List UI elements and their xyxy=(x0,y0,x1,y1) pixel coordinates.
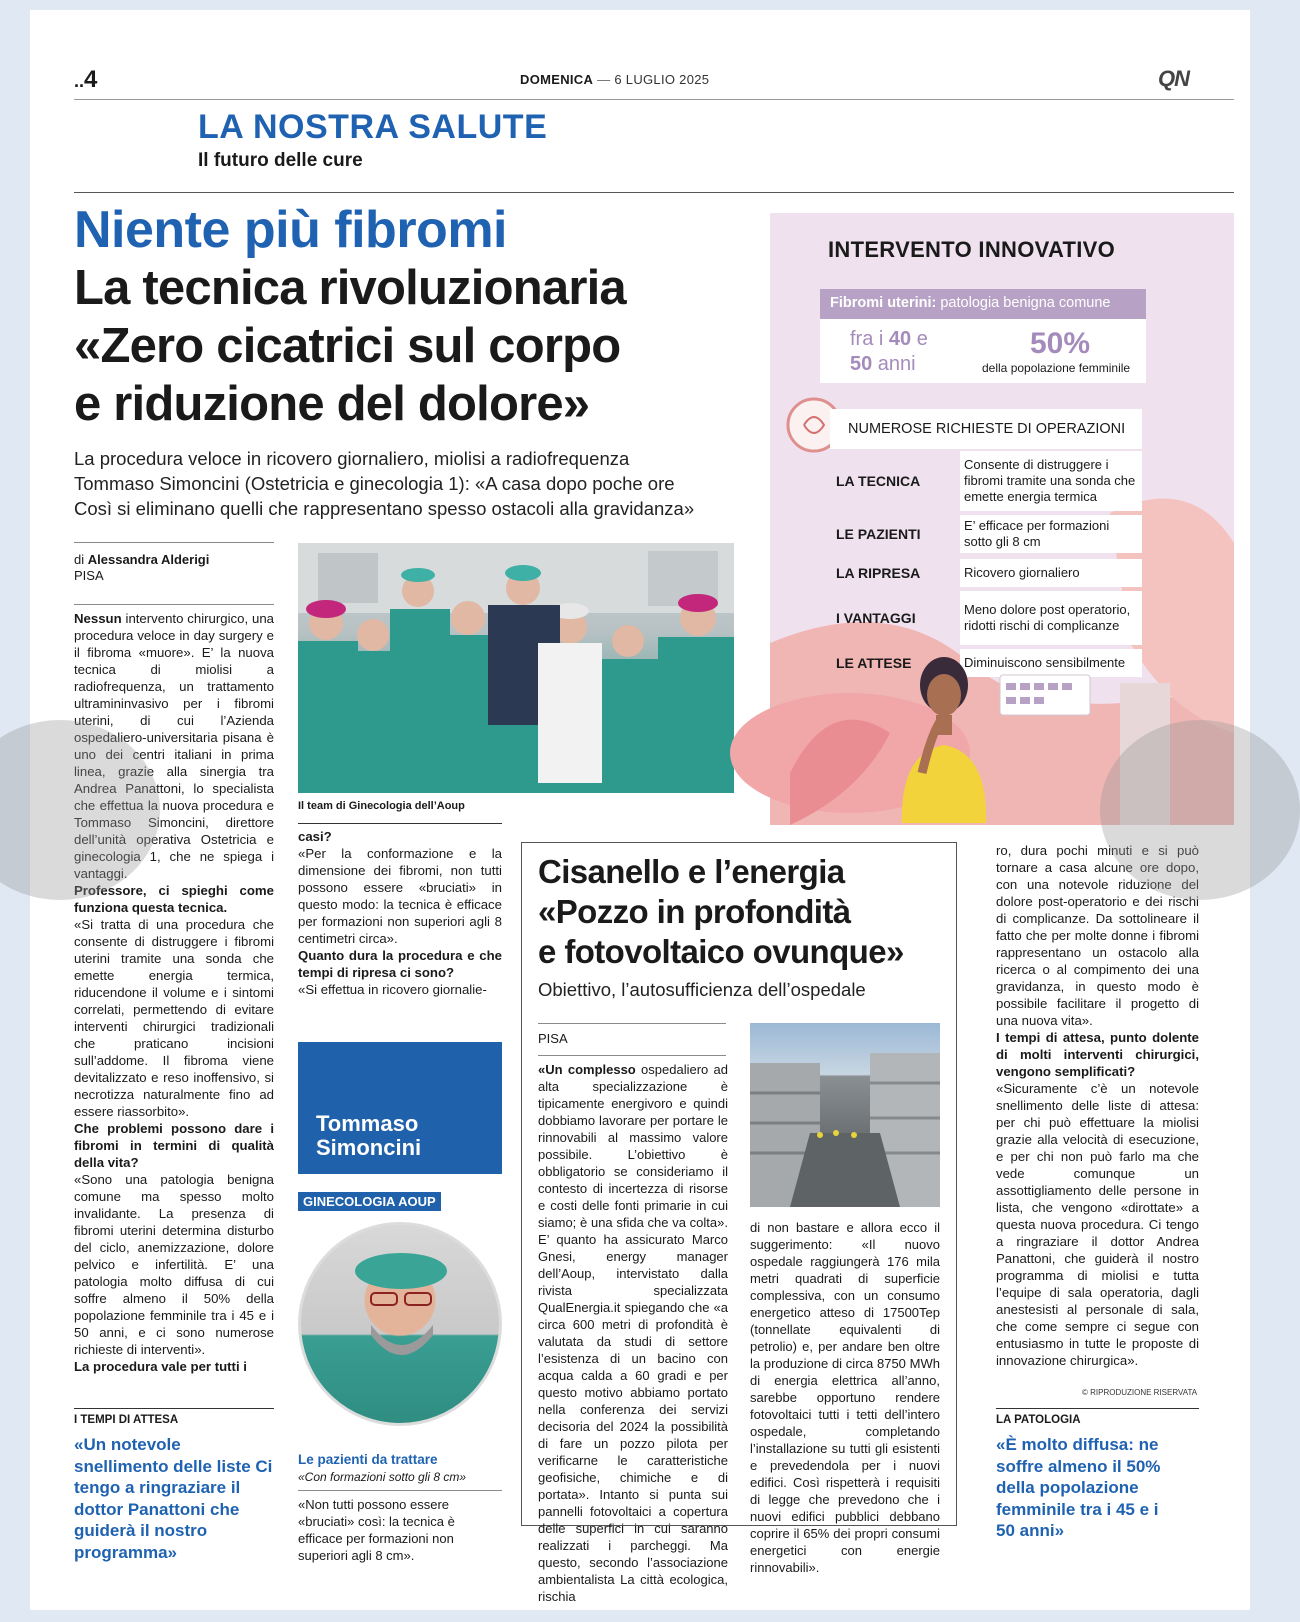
info-row-ripresa xyxy=(830,559,1142,587)
sidebar-title-2: «Pozzo in profondità xyxy=(538,893,851,930)
masthead-dash: — xyxy=(597,72,611,87)
sidebar-rule-2 xyxy=(538,1055,726,1056)
construction-photo xyxy=(750,1023,940,1207)
sidebar-lead xyxy=(538,1061,728,1605)
section-rule xyxy=(74,192,1234,193)
team-photo xyxy=(298,543,734,793)
band-text: patologia benigna comune xyxy=(936,295,1111,311)
page-number xyxy=(74,66,97,94)
answer-4: «Si effettua in ricovero giornalie- xyxy=(298,982,487,997)
sidebar-lead-bold: «Un complesso xyxy=(538,1062,636,1077)
info-row-tecnica xyxy=(830,451,1142,511)
article-column-1 xyxy=(74,610,274,1374)
question-5: I tempi di attesa, punto dolente di molti interventi chirurgici, vengono semplificati? xyxy=(996,1030,1199,1079)
sidebar-column-2: di non bastare e allora ecco il suggerimento: «Il nuovo ospedale raggiungerà 176 mila metri quadrati di superficie complessiva, con un consumo energetico atteso di 17500Tep (tonnellate equivalenti di petrolio) e, per andare ben oltre la produzione di circa 8750 MWh di energia elettrica all’anno, sarebbe opportuno rendere fotovoltaici tutti i tetti dell’intero ospedale, completando l’installazione su tutti gli esistenti e prevedendola per i nuovi edifici. Così rispetterà i requisiti di legge che prevedono che i nuovi edifici pubblici debbano coprire il 65% dei propri consumi energetici con energie rinnovabili». xyxy=(750,1220,940,1575)
profile-topic: Le pazienti da trattare xyxy=(298,1452,438,1467)
deck-line-1: La procedura veloce in ricovero giornaliero, miolisi a radiofrequenza xyxy=(74,448,630,469)
answer-1: «Si tratta di una procedura che consente di distruggere i fibromi uterini tramite una sonda che emette energia termica, riducendone il volume e i sintomi correlati, permettendo di evitare interventi chirurgici tradizionali che praticano incisioni sull’addome. Il fibroma viene devitalizzato e reso inoffensivo, si necrotizza naturalmente fino ad essere riassorbito». xyxy=(74,917,274,1119)
masthead-day: DOMENICA xyxy=(520,72,594,87)
section-subtitle: Il futuro delle cure xyxy=(198,150,363,171)
pull-left-label: I TEMPI DI ATTESA xyxy=(74,1414,179,1426)
info-value: Diminuiscono sensibilmente xyxy=(960,649,1142,677)
sidebar-deck: Obiettivo, l’autosufficienza dell’ospedale xyxy=(538,979,866,1000)
headline-line-3: e riduzione del dolore» xyxy=(74,377,590,431)
infographic-stats xyxy=(820,319,1146,383)
section-title: LA NOSTRA SALUTE xyxy=(198,108,548,146)
photo-caption: Il team di Ginecologia dell’Aoup xyxy=(298,800,465,812)
profile-tag: GINECOLOGIA AOUP xyxy=(298,1192,441,1211)
stat-percent-label: della popolazione femminile xyxy=(982,361,1131,375)
age-b: 50 xyxy=(850,353,873,375)
info-value: Meno dolore post operatorio, ridotti rischi di complicanze xyxy=(960,591,1142,645)
info-key: I VANTAGGI xyxy=(836,610,916,626)
info-key: LE ATTESE xyxy=(836,655,912,671)
age-pre: fra i xyxy=(850,328,889,350)
question-3: La procedura vale per tutti i xyxy=(74,1359,247,1374)
qn-logo: QN xyxy=(1158,66,1189,91)
masthead-rule xyxy=(74,99,1234,100)
answer-5: «Sicuramente c’è un notevole snellimento delle liste di attesa: per chi può effettuare la miolisi grazie alla velocità di esecuzione, e per chi non può farlo ma che vede comunque un assottigliamento delle persone in lista, che vengono «dirottate» a questa nuova procedura. Ci tengo a ringraziare il dottor Andrea Panattoni, che guiderà il nostro programma di miolisi e tutta l’equipe di sala operatoria, dagli anestesisti al personale di sala, che come sempre ci segue con entusiasmo in tutte le proposte di innovazione chirurgica». xyxy=(996,1081,1199,1368)
byline xyxy=(74,552,209,584)
info-value: Consente di distruggere i fibromi tramite una sonda che emette energia termica xyxy=(960,451,1142,511)
page-number-value: 4 xyxy=(84,66,98,93)
construction-illustration xyxy=(750,1023,940,1207)
byline-author: Alessandra Alderigi xyxy=(87,552,210,567)
info-key: LE PAZIENTI xyxy=(836,526,921,542)
pull-left-quote: «Un notevole snellimento delle liste Ci tengo a ringraziare il dottor Panattoni che guiderà il nostro programma» xyxy=(74,1435,273,1562)
byline-bottom-rule xyxy=(74,604,274,605)
lead-text: intervento chirurgico, una procedura veloce in day surgery e il fibroma «muore». E’ la nuova tecnica di miolisi a radiofrequenza, un trattamento ultramininvasivo per i fibromi uterini, di cui l’Azienda ospedaliero-universitaria pisana è uno dei centri italiani in prima linea, grazie alla sinergia tra Andrea Panattoni, lo specialista che effettua la nuova procedura e Tommaso Simoncini, direttore dell’unità operativa Ostetricia e ginecologia 1, che ne spiega i vantaggi. xyxy=(74,611,274,881)
overlay-right xyxy=(1100,720,1300,900)
age-mid: e xyxy=(911,328,928,350)
question-1: Professore, ci spieghi come funziona questa tecnica. xyxy=(74,883,274,915)
pull-right-rule xyxy=(996,1408,1199,1409)
pull-right-label: LA PATOLOGIA xyxy=(996,1414,1081,1426)
portrait-illustration xyxy=(301,1225,505,1429)
pull-left-rule xyxy=(74,1408,274,1409)
byline-prefix: di xyxy=(74,552,85,567)
copyright: © RIPRODUZIONE RISERVATA xyxy=(1082,1388,1198,1397)
infographic-title: INTERVENTO INNOVATIVO xyxy=(828,237,1116,262)
byline-place: PISA xyxy=(74,568,104,583)
profile-topic-sub: «Con formazioni sotto gli 8 cm» xyxy=(298,1470,467,1484)
article-column-right xyxy=(996,842,1199,1382)
question-3-cont: casi? xyxy=(298,829,332,844)
question-4: Quanto dura la procedura e che tempi di ripresa ci sono? xyxy=(298,948,502,980)
requests-label: NUMEROSE RICHIESTE DI OPERAZIONI xyxy=(848,421,1126,437)
masthead-date-value: 6 LUGLIO 2025 xyxy=(614,72,710,87)
age-post: anni xyxy=(872,353,916,375)
deck-line-2: Tommaso Simoncini (Ostetricia e ginecologia 1): «A casa dopo poche ore xyxy=(74,473,675,494)
profile-name-box xyxy=(298,1042,502,1174)
answer-3: «Per la conformazione e la dimensione dei fibromi, non tutti possono essere «bruciati» in questo modo: la tecnica è efficace per formazioni non superiori agli 8 centimetri circa». xyxy=(298,846,502,946)
infographic-band xyxy=(820,289,1146,319)
info-key: LA TECNICA xyxy=(836,473,921,489)
sidebar-place: PISA xyxy=(538,1031,568,1046)
age-a: 40 xyxy=(888,328,912,350)
headline-line-2: «Zero cicatrici sul corpo xyxy=(74,319,621,373)
profile-portrait xyxy=(298,1222,502,1426)
headline-line-1: La tecnica rivoluzionaria xyxy=(74,261,626,315)
info-row-vantaggi xyxy=(830,591,1142,645)
calendar-icon xyxy=(1000,675,1090,715)
sidebar-title-1: Cisanello e l’energia xyxy=(538,853,845,890)
byline-rule xyxy=(74,542,274,543)
info-table xyxy=(830,449,1142,679)
info-value: E’ efficace per formazioni sotto gli 8 cm xyxy=(960,515,1142,553)
pull-right-quote: «È molto diffusa: ne soffre almeno il 50% della popolazione femminile tra i 45 e i 50 anni» xyxy=(996,1435,1161,1540)
newspaper-page xyxy=(30,10,1250,1610)
info-key: LA RIPRESA xyxy=(836,565,921,581)
article-column-2 xyxy=(298,828,502,1012)
question-2: Che problemi possono dare i fibromi in termini di qualità della vita? xyxy=(74,1121,274,1170)
sidebar-rule xyxy=(538,1023,726,1024)
profile-rule xyxy=(298,1490,502,1491)
band-bold: Fibromi uterini: xyxy=(830,295,937,311)
answer-4-cont: ro, dura pochi minuti e si può tornare a casa alcune ore dopo, con una notevole riduzione del dolore post-operatorio e dei rischi di complicanze. Da sottolineare il fatto che per molte donne i fibromi rappresentano un ostacolo alla ricerca o al compimento dei una gravidanza, in questo modo è possibile facilitare il progetto di una nuova vita». xyxy=(996,843,1199,1028)
page-dots: .. xyxy=(74,71,85,91)
headline-deck xyxy=(74,446,694,521)
headline-kicker: Niente più fibromi xyxy=(74,201,507,259)
masthead-date xyxy=(520,72,709,87)
sidebar-column-1 xyxy=(538,1061,728,1604)
col2-top-rule xyxy=(298,823,502,824)
requests-box xyxy=(830,409,1142,449)
profile-name: Tommaso Simoncini xyxy=(316,1111,422,1160)
answer-2: «Sono una patologia benigna comune ma spesso molto invalidante. La presenza di fibromi uterini determina disturbo del ciclo, anemizzazione, dolore pelvico e infertilità. E’ una patologia molto diffusa di cui soffre almeno il 50% della popolazione femminile tra i 45 e i 50 anni, e ci sono numerose richieste di interventi». xyxy=(74,1172,274,1357)
woman-illustration xyxy=(882,653,1012,823)
sidebar-lead-text: ospedaliero ad alta specializzazione è tipicamente energivoro e quindi dobbiamo lavorare per portare le rinnovabili al massimo valore possibile. L’obiettivo è obbligatorio se consideriamo il contesto di incertezza di risorse e costi delle fonti primarie in cui siamo; è una sfida che va colta». E’ quanto ha assicurato Marco Gnesi, energy manager dell’Aoup, intervistato dalla rivista specializzata QualEnergia.it spiegando che «a circa 600 metri di profondità è valutata da studi di settore l’esistenza di un bacino con acqua calda a 60 gradi e per questo motivo abbiamo portato nella conferenza dei servizi decisoria del 2024 la possibilità di fare un pozzo pilota per verificarne le caratteristiche geofisiche, chimiche e di portata». Intanto si punta sui pannelli fotovoltaici a copertura delle superfici in cui saranno realizzati i parcheggi. Ma questo, secondo l’associazione ambientalista La città ecologica, rischia xyxy=(538,1062,728,1604)
deck-line-3: Così si eliminano quelli che rappresentano spesso ostacoli alla gravidanza» xyxy=(74,498,695,519)
info-row-pazienti xyxy=(830,515,1142,553)
sidebar-box xyxy=(521,842,957,1604)
age-range xyxy=(850,327,928,377)
info-value: Ricovero giornaliero xyxy=(960,559,1142,587)
stat-percent: 50% xyxy=(1030,327,1091,360)
profile-quote: «Non tutti possono essere «bruciati» così: la tecnica è efficace per formazioni non superiori agli 8 cm». xyxy=(298,1497,455,1563)
lead-bold: Nessun xyxy=(74,611,122,626)
sidebar-title-3: e fotovoltaico ovunque» xyxy=(538,933,904,970)
team-photo-illustration xyxy=(298,543,734,793)
